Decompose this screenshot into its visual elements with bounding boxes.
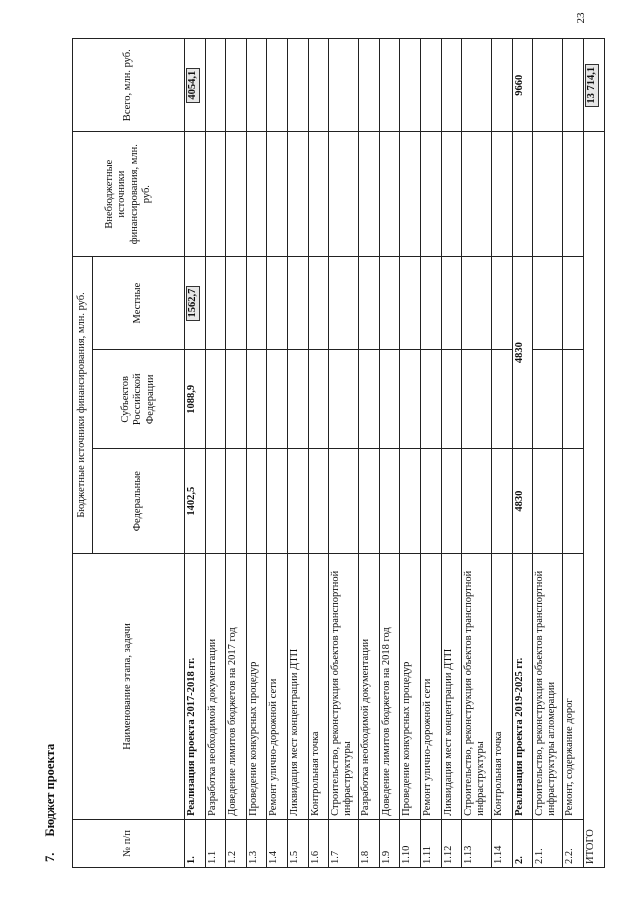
- row-name: Контрольная точка: [492, 553, 513, 819]
- row-num: 1.3: [246, 819, 267, 867]
- row-name: Ликвидация мест концентрации ДТП: [441, 553, 462, 819]
- row-num: 1.4: [267, 819, 288, 867]
- row-name: Контрольная точка: [308, 553, 329, 819]
- row-num: 1.7: [329, 819, 359, 867]
- budget-table: [72, 38, 605, 868]
- header-local: Местные: [93, 256, 185, 349]
- header-subjects: Субъектов Российской Федерации: [93, 350, 185, 449]
- row-name: Реализация проекта 2017-2018 гг.: [185, 553, 206, 819]
- header-name: Наименование этапа, задачи: [73, 553, 185, 819]
- local-value: [185, 256, 206, 349]
- total-value-box: 4054,1: [186, 68, 200, 103]
- row-name: Проведение конкурсных процедур: [246, 553, 267, 819]
- federal-value: 1402,5: [185, 449, 206, 554]
- row-num: 1.11: [420, 819, 441, 867]
- header-total: Всего, млн. руб.: [73, 39, 185, 132]
- section-heading: [38, 744, 62, 862]
- header-extra: Внебюджетные источники финансирования, млн. руб.: [73, 132, 185, 256]
- footer-total: [583, 39, 604, 132]
- row-num: 1.2: [226, 819, 247, 867]
- row-num: 2.: [512, 819, 533, 867]
- row-num: 2.1.: [533, 819, 563, 867]
- row-name: Реализация проекта 2019-2025 гг.: [512, 553, 533, 819]
- row-name: Разработка необходимой документации: [205, 553, 226, 819]
- row-name: Разработка необходимой документации: [359, 553, 380, 819]
- row-num: 1.13: [462, 819, 492, 867]
- footer-label: ИТОГО: [583, 132, 604, 868]
- header-num: № п/п: [73, 819, 185, 867]
- row-num: 1.8: [359, 819, 380, 867]
- row-num: 1.10: [400, 819, 421, 867]
- page-number: 23: [575, 12, 587, 24]
- subjects-local-value: 4830: [512, 256, 533, 448]
- row-name: Строительство, реконструкция объектов транспортной инфраструктуры агломерации: [533, 553, 563, 819]
- row-num: 2.2.: [563, 819, 584, 867]
- row-name: Ремонт, содержание дорог: [563, 553, 584, 819]
- row-num: 1.14: [492, 819, 513, 867]
- row-name: Проведение конкурсных процедур: [400, 553, 421, 819]
- row-num: 1.6: [308, 819, 329, 867]
- local-value-box: 1562,7: [186, 286, 200, 321]
- footer-total-box: 13 714,1: [585, 64, 599, 107]
- row-name: Ремонт улично-дорожной сети: [420, 553, 441, 819]
- row-name: Ремонт улично-дорожной сети: [267, 553, 288, 819]
- row-name: Строительство, реконструкция объектов транспортной инфраструктуры: [462, 553, 492, 819]
- total-value: [185, 39, 206, 132]
- total-value: 9660: [512, 39, 533, 132]
- federal-value: 4830: [512, 449, 533, 554]
- budget-sheet: [38, 38, 598, 868]
- row-num: 1.9: [379, 819, 400, 867]
- row-num: 1.: [185, 819, 206, 867]
- row-name: Строительство, реконструкция объектов транспортной инфраструктуры: [329, 553, 359, 819]
- row-num: 1.12: [441, 819, 462, 867]
- subjects-value: 1088,9: [185, 350, 206, 449]
- row-num: 1.5: [287, 819, 308, 867]
- header-budget-group: Бюджетные источники финансирования, млн. руб.: [73, 256, 93, 553]
- row-num: 1.1: [205, 819, 226, 867]
- row-name: Доведение лимитов бюджетов на 2017 год: [226, 553, 247, 819]
- header-federal: Федеральные: [93, 449, 185, 554]
- section-title: Бюджет проекта: [42, 743, 57, 837]
- section-number: 7.: [42, 852, 57, 862]
- row-name: Ликвидация мест концентрации ДТП: [287, 553, 308, 819]
- row-name: Доведение лимитов бюджетов на 2018 год: [379, 553, 400, 819]
- extra-value: [185, 132, 206, 256]
